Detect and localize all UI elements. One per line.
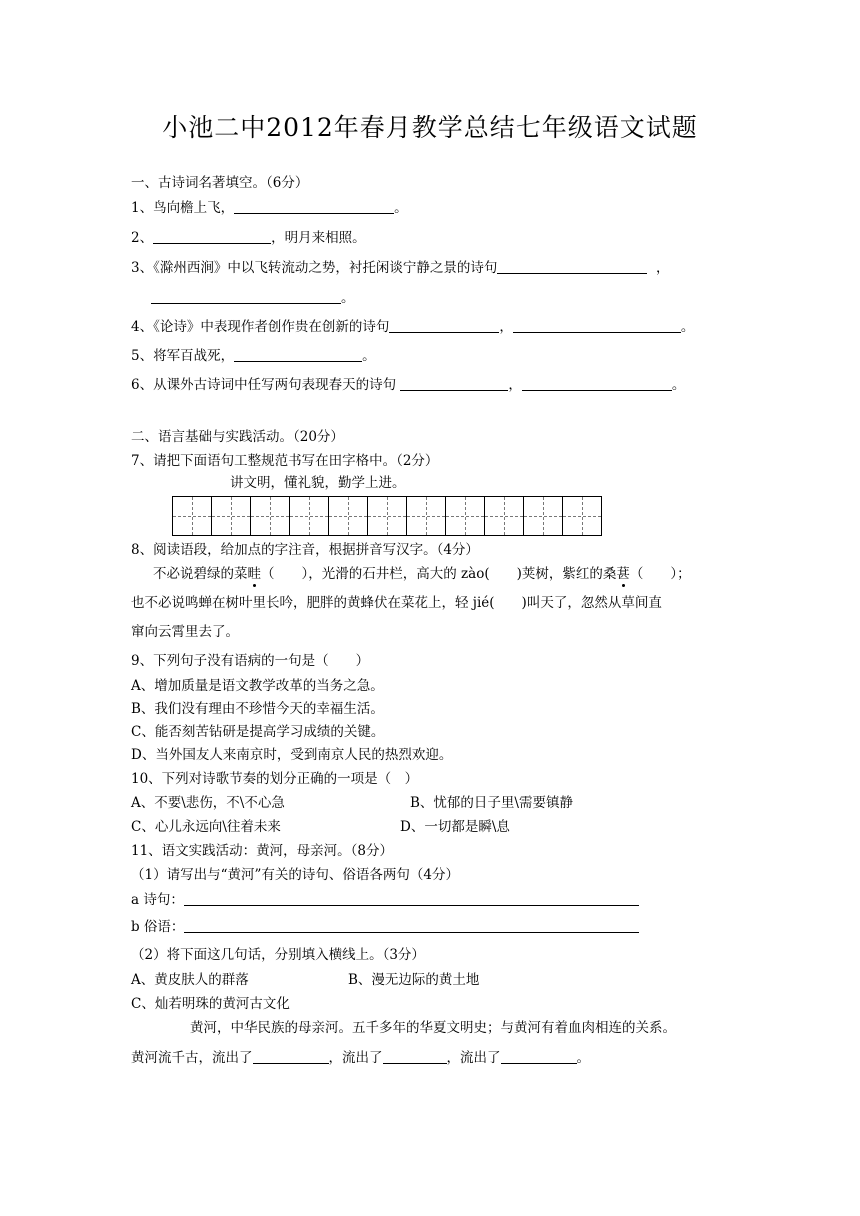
answer-blank[interactable]: [497, 259, 647, 274]
answer-blank[interactable]: [234, 199, 394, 214]
grid-cell[interactable]: [211, 496, 251, 536]
option-c: C、灿若明珠的黄河古文化: [131, 996, 290, 1012]
answer-blank[interactable]: [234, 347, 362, 362]
grid-cell[interactable]: [445, 496, 485, 536]
section2-heading: 二、语言基础与实践活动。（20分）: [131, 429, 344, 445]
grid-cell[interactable]: [523, 496, 563, 536]
answer-blank[interactable]: [184, 918, 639, 933]
tianzige-grid[interactable]: [172, 496, 602, 536]
saying-line: b 俗语：: [131, 918, 639, 936]
answer-blank[interactable]: [522, 376, 672, 391]
option-c[interactable]: C、心儿永远向\往着未来: [131, 819, 281, 835]
question-4: 4、《论诗》中表现作者创作贵在创新的诗句 ， 。: [131, 319, 695, 335]
answer-blank[interactable]: [184, 891, 639, 906]
question-11-sub1: （1）请写出与“黄河”有关的诗句、俗语各两句（4分）: [131, 867, 459, 883]
question-8-line3: 窜向云霄里去了。: [131, 624, 239, 640]
grid-cell[interactable]: [367, 496, 407, 536]
dotted-char: 葚: [616, 566, 630, 582]
question-2: 2、 ，明月来相照。: [131, 230, 366, 246]
poem-line: a 诗句：: [131, 891, 639, 909]
grid-cell[interactable]: [172, 496, 212, 536]
question-7: 7、请把下面语句工整规范书写在田字格中。（2分）: [131, 453, 439, 469]
question-7-sentence: 讲文明，懂礼貌，勤学上进。: [230, 475, 406, 491]
section1-heading: 一、古诗词名著填空。（6分）: [131, 175, 309, 191]
answer-blank[interactable]: [253, 1049, 329, 1064]
answer-blank[interactable]: [383, 1049, 447, 1064]
question-8-line2: 也不必说鸣蝉在树叶里长吟，肥胖的黄蜂伏在菜花上，轻 jié( )叫天了，忽然从草间直: [131, 595, 662, 611]
paragraph-line2: 黄河流千古，流出了 ，流出了 ，流出了 。: [131, 1050, 590, 1066]
grid-cell[interactable]: [328, 496, 368, 536]
dotted-char: 畦: [247, 566, 261, 582]
question-8-line1: 不必说碧绿的菜畦（ ），光滑的石井栏，高大的 zào( )荚树，紫红的桑葚（ ）；: [153, 566, 691, 582]
grid-cell[interactable]: [562, 496, 602, 536]
paragraph-line1: 黄河，中华民族的母亲河。五千多年的华夏文明史；与黄河有着血肉相连的关系。: [190, 1020, 676, 1036]
option-b[interactable]: B、我们没有理由不珍惜今天的幸福生活。: [131, 701, 384, 717]
question-8: 8、阅读语段，给加点的字注音，根据拼音写汉字。（4分）: [131, 542, 479, 558]
option-a[interactable]: A、增加质量是语文教学改革的当务之急。: [131, 678, 384, 694]
question-10: 10、下列对诗歌节奏的划分正确的一项是（ ）: [131, 771, 419, 787]
grid-cell[interactable]: [289, 496, 329, 536]
option-c[interactable]: C、能否刻苦钻研是提高学习成绩的关键。: [131, 724, 385, 740]
option-a[interactable]: A、不要\悲伤，不\不心急: [131, 795, 285, 811]
option-b: B、漫无边际的黄土地: [348, 972, 480, 988]
answer-blank[interactable]: [400, 376, 508, 391]
grid-cell[interactable]: [484, 496, 524, 536]
question-3: 3、《滁州西涧》中以飞转流动之势，衬托闲谈宁静之景的诗句 ，: [131, 260, 670, 276]
option-d[interactable]: D、当外国友人来南京时，受到南京人民的热烈欢迎。: [131, 747, 453, 763]
option-d[interactable]: D、一切都是瞬\息: [400, 819, 510, 835]
page-title: 小池二中2012年春月教学总结七年级语文试题: [162, 113, 698, 142]
answer-blank[interactable]: [153, 229, 271, 244]
grid-cell[interactable]: [250, 496, 290, 536]
answer-blank[interactable]: [501, 1049, 577, 1064]
question-6: 6、从课外古诗词中任写两句表现春天的诗句 ， 。: [131, 377, 686, 393]
answer-blank[interactable]: [513, 318, 681, 333]
question-11-sub2: （2）将下面这几句话，分别填入横线上。（3分）: [131, 947, 425, 963]
answer-blank[interactable]: [151, 289, 341, 304]
question-9: 9、下列句子没有语病的一句是（ ）: [131, 653, 370, 669]
grid-cell[interactable]: [406, 496, 446, 536]
answer-blank[interactable]: [389, 318, 499, 333]
option-a: A、黄皮肤人的群落: [131, 972, 249, 988]
question-11: 11、语文实践活动：黄河，母亲河。（8分）: [131, 843, 394, 859]
option-b[interactable]: B、忧郁的日子里\需要镇静: [410, 795, 573, 811]
question-1: 1、鸟向檐上飞， 。: [131, 200, 408, 216]
question-3-line2: 。: [151, 289, 355, 307]
question-5: 5、将军百战死， 。: [131, 348, 376, 364]
